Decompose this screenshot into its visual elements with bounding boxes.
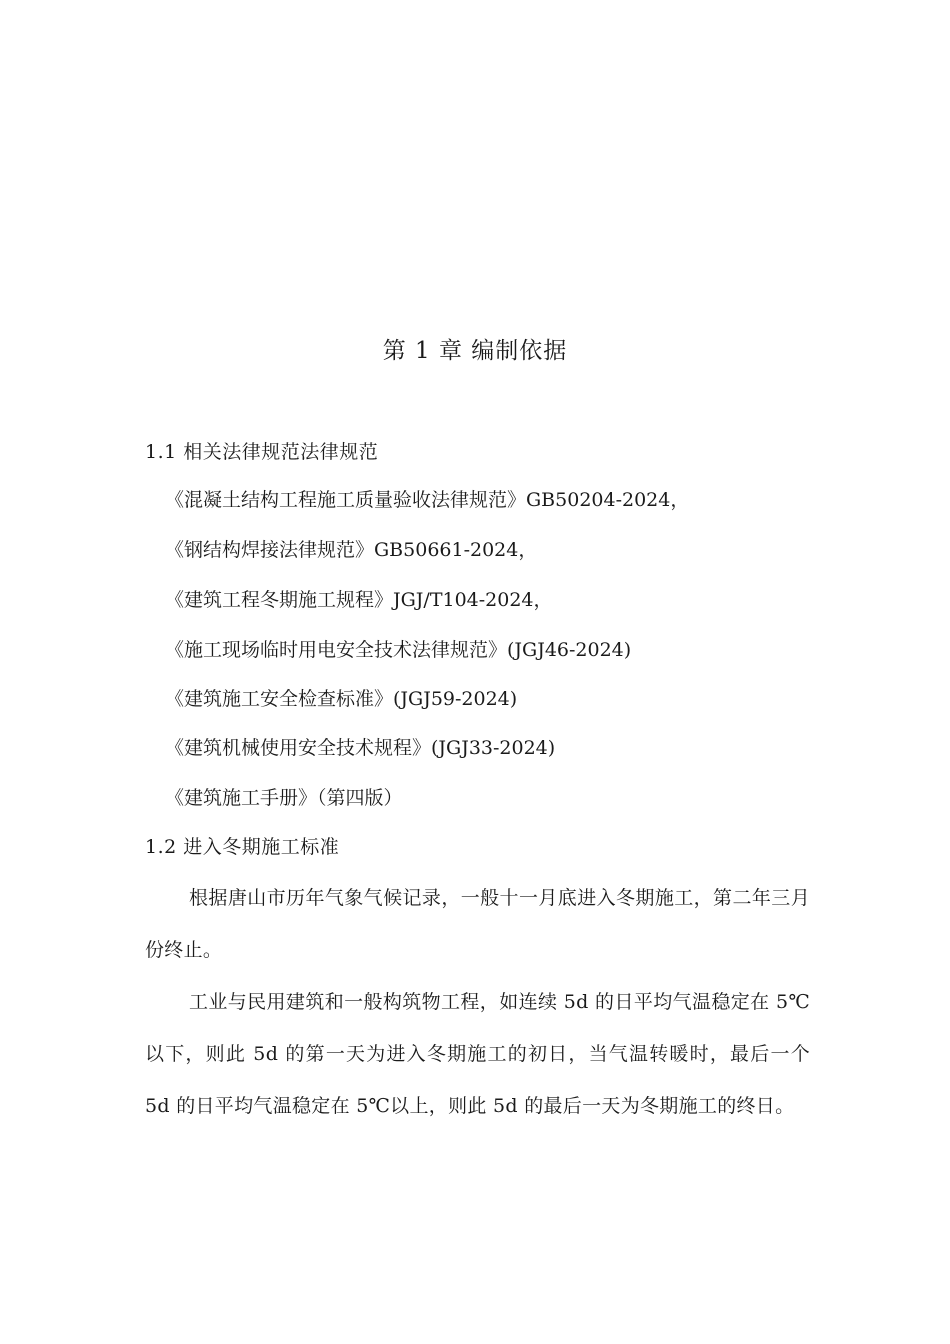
- body-paragraph: 根据唐山市历年气象气候记录，一般十一月底进入冬期施工，第二年三月份终止。: [145, 887, 810, 961]
- reference-item: 《施工现场临时用电安全技术法律规范》(JGJ46-2024): [165, 639, 632, 661]
- body-paragraph: 工业与民用建筑和一般构筑物工程，如连续 5d 的日平均气温稳定在 5℃以下，则此 5d 的第一天为进入冬期施工的初日，当气温转暖时，最后一个 5d 的日平均气温稳定在 5℃以上，则此 5d 的最后一天为冬期施工的终日。: [145, 991, 810, 1117]
- reference-item: 《建筑工程冬期施工规程》JGJ/T104-2024，: [165, 589, 553, 611]
- section-heading-1-2: 1.2 进入冬期施工标准: [145, 836, 340, 858]
- section-heading-1-1: 1.1 相关法律规范法律规范: [145, 441, 379, 463]
- reference-item: 《钢结构焊接法律规范》GB50661-2024，: [165, 539, 538, 561]
- reference-item: 《建筑施工手册》（第四版）: [165, 787, 403, 809]
- chapter-title: 第 1 章 编制依据: [382, 338, 568, 364]
- reference-item: 《混凝土结构工程施工质量验收法律规范》GB50204-2024，: [165, 489, 690, 511]
- reference-item: 《建筑施工安全检查标准》(JGJ59-2024): [165, 688, 518, 710]
- reference-item: 《建筑机械使用安全技术规程》(JGJ33-2024): [165, 737, 556, 759]
